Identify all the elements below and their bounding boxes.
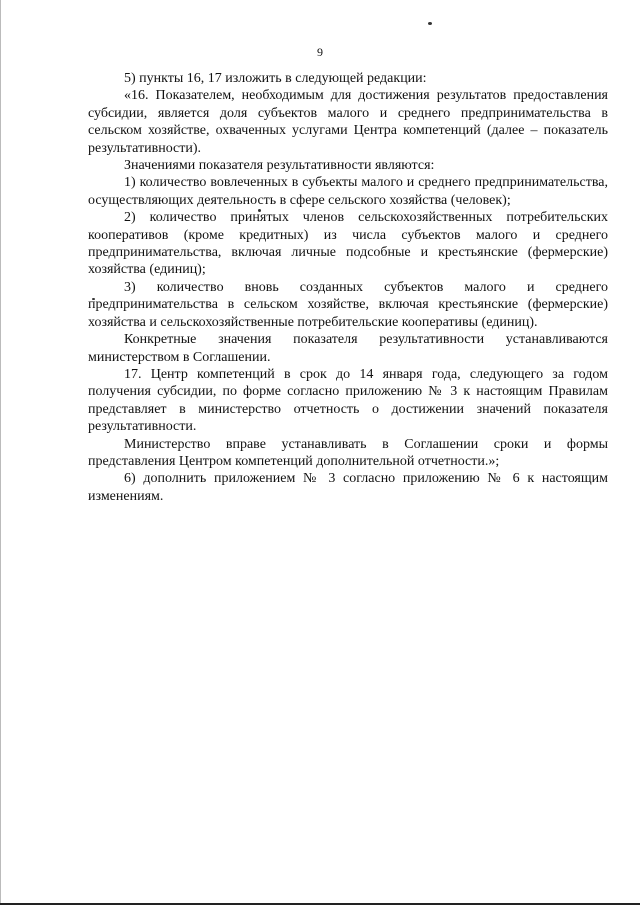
scan-speck xyxy=(428,22,432,25)
paragraph-item-5: 5) пункты 16, 17 изложить в следующей редакции: xyxy=(124,71,427,86)
paragraph-item-6: 6) дополнить приложением № 3 согласно приложению № 6 к настоящим изменениям. xyxy=(88,471,608,504)
paragraph-indicator-1: 1) количество вовлеченных в субъекты малого и среднего предпринимательства, осуществляющих деятельность в сфере сельского хозяйства (человек); xyxy=(88,175,608,208)
paragraph-indicator-values-intro: Значениями показателя результативности являются: xyxy=(124,158,435,174)
paragraph-clause-16: «16. Показателем, необходимым для достижения результатов предоставления субсидии, является доля субъектов малого и среднего предпринимательства в сельском хозяйстве, охваченных услугами Центра компетенций (далее – показатель результативности). xyxy=(88,88,608,156)
paragraph-ministry-rights: Министерство вправе устанавливать в Соглашении сроки и формы представления Центром компетенций дополнительной отчетности.»; xyxy=(88,436,608,469)
paragraph-specific-values: Конкретные значения показателя результативности устанавливаются министерством в Соглашении. xyxy=(88,332,608,365)
page-number: 9 xyxy=(317,45,323,59)
paragraph-clause-17: 17. Центр компетенций в срок до 14 января года, следующего за годом получения субсидии, по форме согласно приложению № 3 к настоящим Правилам представляет в министерство отчетность о достижении значений показателя результативности. xyxy=(88,366,608,435)
paragraph-indicator-3: 3) количество вновь созданных субъектов малого и среднего предпринимательства в сельском хозяйстве, включая крестьянские (фермерские) хозяйства и сельскохозяйственные потребительские кооперативы (единиц). xyxy=(88,279,608,330)
scan-left-edge xyxy=(0,0,1,905)
document-body xyxy=(88,70,608,505)
paragraph-indicator-2: 2) количество принятых членов сельскохозяйственных потребительских кооперативов (кроме кредитных) из числа субъектов малого и среднего предпринимательства, включая личные подсобные и крестьянские (фермерские) хозяйства (единиц); xyxy=(88,210,608,278)
